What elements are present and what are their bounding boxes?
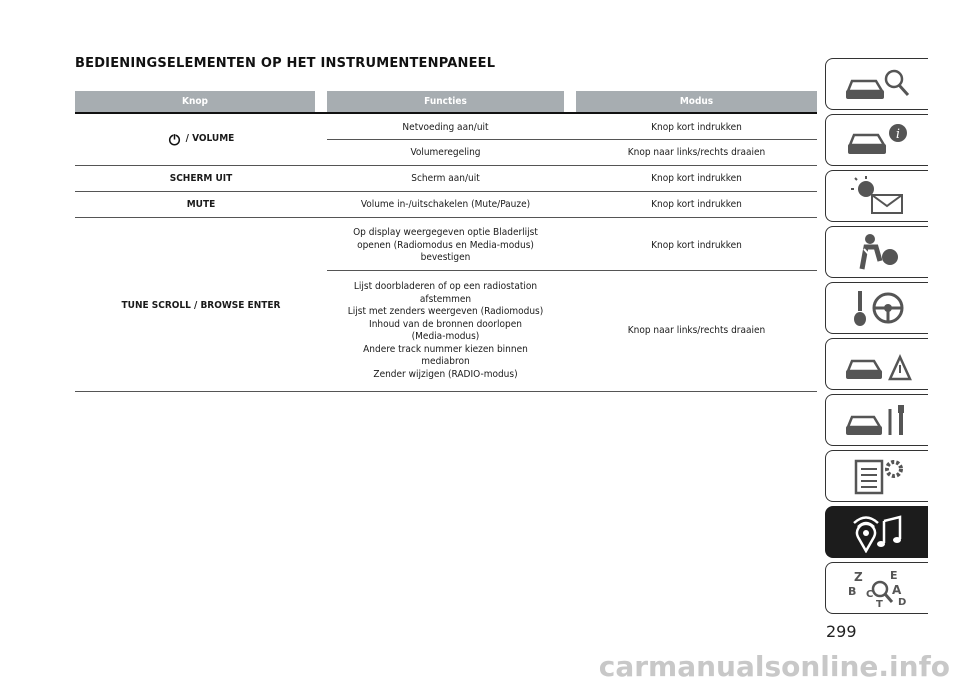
index-letter: E xyxy=(890,569,898,582)
specs-gear-icon xyxy=(842,455,912,497)
power-icon xyxy=(168,133,181,146)
knop-mute: MUTE xyxy=(186,198,216,210)
key-steering-wheel-icon xyxy=(842,287,912,329)
function-mute: Volume in-/uitschakelen (Mute/Pauze) xyxy=(360,198,531,210)
mode-tune-scroll: Knop naar links/rechts draaien xyxy=(627,324,766,336)
tab-car-search[interactable] xyxy=(825,58,928,110)
mode-browse-enter: Knop kort indrukken xyxy=(651,239,742,251)
function-scherm: Scherm aan/uit xyxy=(411,172,480,184)
table-header xyxy=(75,91,817,112)
function-power: Netvoeding aan/uit xyxy=(402,121,489,133)
tab-index[interactable] xyxy=(825,562,928,614)
airbag-seatbelt-icon xyxy=(842,231,912,273)
mode-volume: Knop naar links/rechts draaien xyxy=(627,146,766,158)
mode-power: Knop kort indrukken xyxy=(651,121,742,133)
tab-multimedia[interactable] xyxy=(825,506,928,558)
row-divider xyxy=(327,139,817,140)
mode-mute: Knop kort indrukken xyxy=(651,198,742,210)
page-number: 299 xyxy=(826,622,857,641)
header-modus: Modus xyxy=(576,91,817,112)
tab-car-info[interactable] xyxy=(825,114,928,166)
index-letter: Z xyxy=(854,570,863,584)
tab-emergency[interactable] xyxy=(825,338,928,390)
tab-safety[interactable] xyxy=(825,226,928,278)
index-letter: B xyxy=(848,585,857,598)
function-volume: Volumeregeling xyxy=(410,146,481,158)
svg-text:i: i xyxy=(895,127,901,142)
knop-power-volume: / VOLUME xyxy=(75,120,327,158)
header-functies: Functies xyxy=(327,91,564,112)
car-wrench-icon xyxy=(842,399,912,441)
mode-scherm: Knop kort indrukken xyxy=(651,172,742,184)
warning-light-message-icon xyxy=(842,175,912,217)
function-tune-scroll: Lijst doorbladeren of op een radiostation afstemmen Lijst met zenders weergeven (Radiomodus) Inhoud van de bronnen doorlopen (Media-modus) Andere track nummer kiezen binnen mediabron Zender wijzigen (RADIO-modus) xyxy=(347,281,544,380)
index-letter: T xyxy=(876,599,883,609)
index-letter: A xyxy=(892,583,902,597)
row-divider xyxy=(75,191,817,192)
tab-starting-driving[interactable] xyxy=(825,282,928,334)
header-rule xyxy=(75,112,817,114)
page-title: BEDIENINGSELEMENTEN OP HET INSTRUMENTENPANEEL xyxy=(75,56,496,71)
index-letter: C xyxy=(866,589,874,600)
index-letter: D xyxy=(898,597,907,608)
knop-tune-scroll: TUNE SCROLL / BROWSE ENTER xyxy=(121,299,281,311)
function-browse-enter: Op display weergegeven optie Bladerlijst openen (Radiomodus en Media-modus) bevestigen xyxy=(353,227,538,264)
row-divider xyxy=(327,270,817,271)
car-info-icon xyxy=(842,119,912,161)
watermark: carmanualsonline.info xyxy=(598,650,950,683)
row-divider xyxy=(75,217,817,218)
header-knop: Knop xyxy=(75,91,315,112)
tab-servicing[interactable] xyxy=(825,394,928,446)
car-search-icon xyxy=(842,63,912,105)
tab-technical-specs[interactable] xyxy=(825,450,928,502)
row-divider xyxy=(75,165,817,166)
knop-scherm-uit: SCHERM UIT xyxy=(169,172,233,184)
table-bottom-rule xyxy=(75,391,817,392)
multimedia-icon xyxy=(842,511,912,553)
car-hazard-icon xyxy=(842,343,912,385)
tab-warning-lights[interactable] xyxy=(825,170,928,222)
alphabetical-index-icon xyxy=(842,567,912,609)
